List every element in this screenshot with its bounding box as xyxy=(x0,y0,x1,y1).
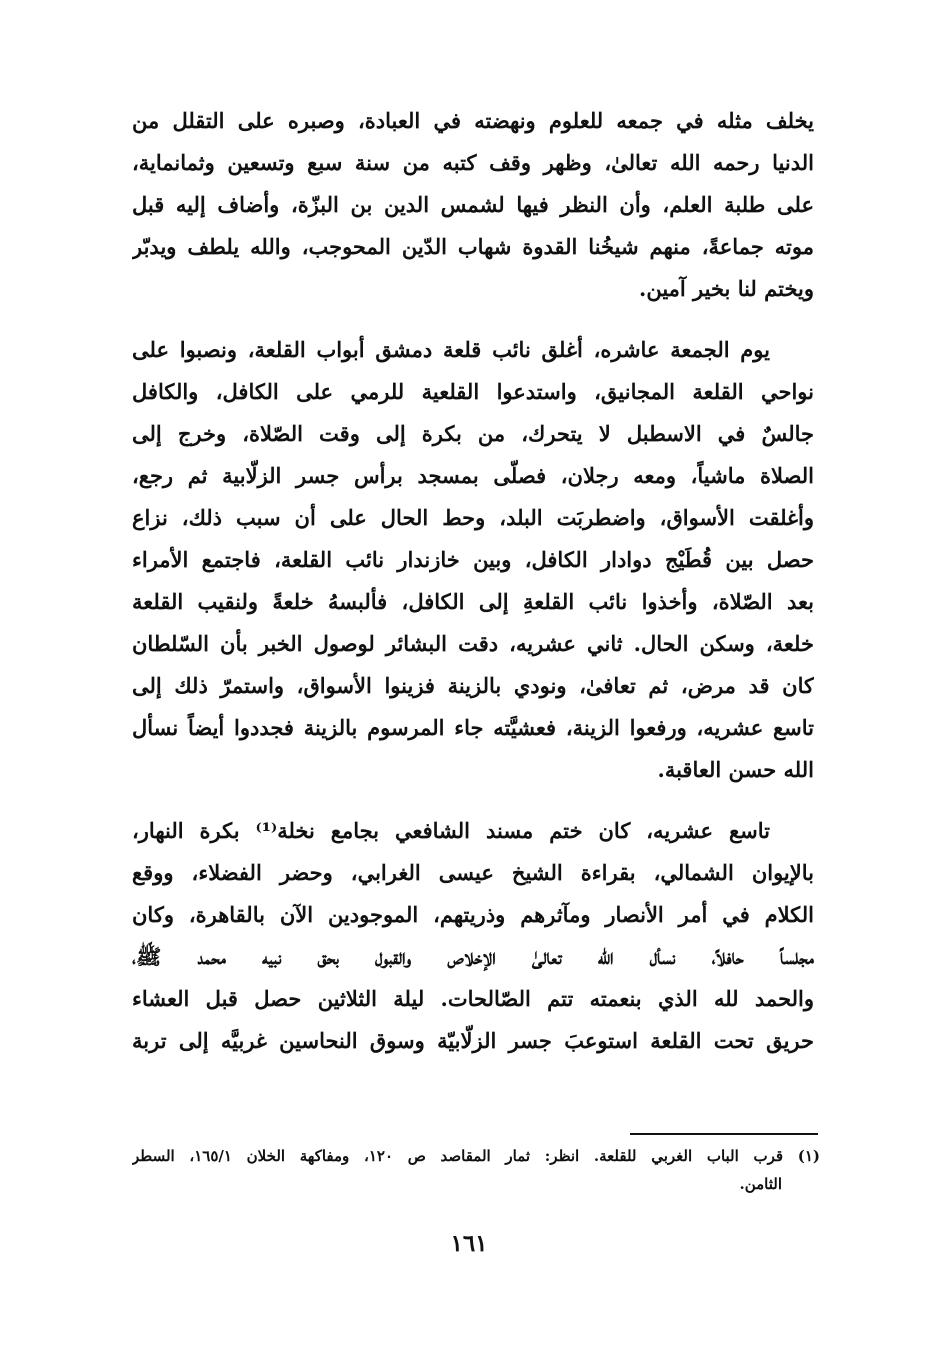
text-line: مجلساً حافلاً، نسأل الله تعالىٰ الإخلاص والقبول بحق نبيه محمد ﷺ، xyxy=(132,944,814,969)
text-line: على طلبة العلم، وأن النظر فيها لشمس الدين بن البزّة، وأضاف إليه قبل xyxy=(132,192,814,217)
page-number: ١٦١ xyxy=(450,1230,488,1257)
page-body xyxy=(132,100,814,1062)
text-line: والحمد لله الذي بنعمته تتم الصّالحات. ليلة الثلاثين حصل قبل العشاء xyxy=(132,986,814,1011)
text-line: وأغلقت الأسواق، واضطربَت البلد، وحط الحال على أن سبب ذلك، نزاع xyxy=(132,505,814,530)
paragraph-1 xyxy=(132,100,814,310)
text-line: موته جماعةً، منهم شيخُنا القدوة شهاب الدّين المحوجب، والله يلطف ويدبّر xyxy=(132,234,814,259)
text-line: حريق تحت القلعة استوعبَ جسر الزلّابيّة وسوق النحاسين غربيَّه إلى تربة xyxy=(132,1028,814,1053)
text-line: جالسٌ في الاسطبل لا يتحرك، من بكرة إلى وقت الصّلاة، وخرج إلى xyxy=(132,421,814,446)
text-line: بالإيوان الشمالي، بقراءة الشيخ عيسى الغرابي، وحضر الفضلاء، ووقع xyxy=(132,860,814,885)
text-line: خلعة، وسكن الحال. ثاني عشريه، دقت البشائر لوصول الخبر بأن السّلطان xyxy=(132,631,814,656)
paragraph-2 xyxy=(132,329,814,791)
text-line: نواحي القلعة المجانيق، واستدعوا القلعية للرمي على الكافل، والكافل xyxy=(132,379,814,404)
text-line: كان قد مرض، ثم تعافىٰ، ونودي بالزينة فزينوا الأسواق، واستمرّ ذلك إلى xyxy=(132,673,814,698)
text-line: بعد الصّلاة، وأخذوا نائب القلعةِ إلى الكافل، فألبسهُ خلعةً ولنقيب القلعة xyxy=(132,589,814,614)
text-line: يخلف مثله في جمعه للعلوم ونهضته في العبادة، وصبره على التقلل من xyxy=(132,108,814,133)
footnote-line: (١) قرب الباب الغربي للقلعة. انظر: ثمار المقاصد ص ١٢٠، ومفاكهة الخلان ١٦٥/١، السطر xyxy=(132,1147,820,1165)
text-line: حصل بين قُطَيْج دوادار الكافل، وبين خازندار نائب القلعة، فاجتمع الأمراء xyxy=(132,547,814,572)
footnote-line: الثامن. xyxy=(739,1175,782,1193)
footnote xyxy=(132,1142,820,1198)
text-line: الكلام في أمر الأنصار ومآثرهم وذريتهم، الموجودين الآن بالقاهرة، وكان xyxy=(132,902,814,927)
footnote-divider xyxy=(630,1133,818,1135)
paragraph-3 xyxy=(132,810,814,1062)
text-line: يوم الجمعة عاشره، أغلق نائب قلعة دمشق أبواب القلعة، ونصبوا على xyxy=(132,337,770,362)
text-line: تاسع عشريه، كان ختم مسند الشافعي بجامع نخلة⁽¹⁾ بكرة النهار، xyxy=(132,818,770,843)
text-line: الصلاة ماشياً، ومعه رجلان، فصلّى بمسجد برأس جسر الزلّابية ثم رجع، xyxy=(132,463,814,488)
text-line: الدنيا رحمه الله تعالىٰ، وظهر وقف كتبه من سنة سبع وتسعين وثمانماية، xyxy=(132,150,814,175)
text-line: الله حسن العاقبة. xyxy=(657,757,814,782)
text-line: ويختم لنا بخير آمين. xyxy=(639,276,814,301)
text-line: تاسع عشريه، ورفعوا الزينة، فعشيَّته جاء المرسوم بالزينة فجددوا أيضاً نسأل xyxy=(132,715,814,740)
